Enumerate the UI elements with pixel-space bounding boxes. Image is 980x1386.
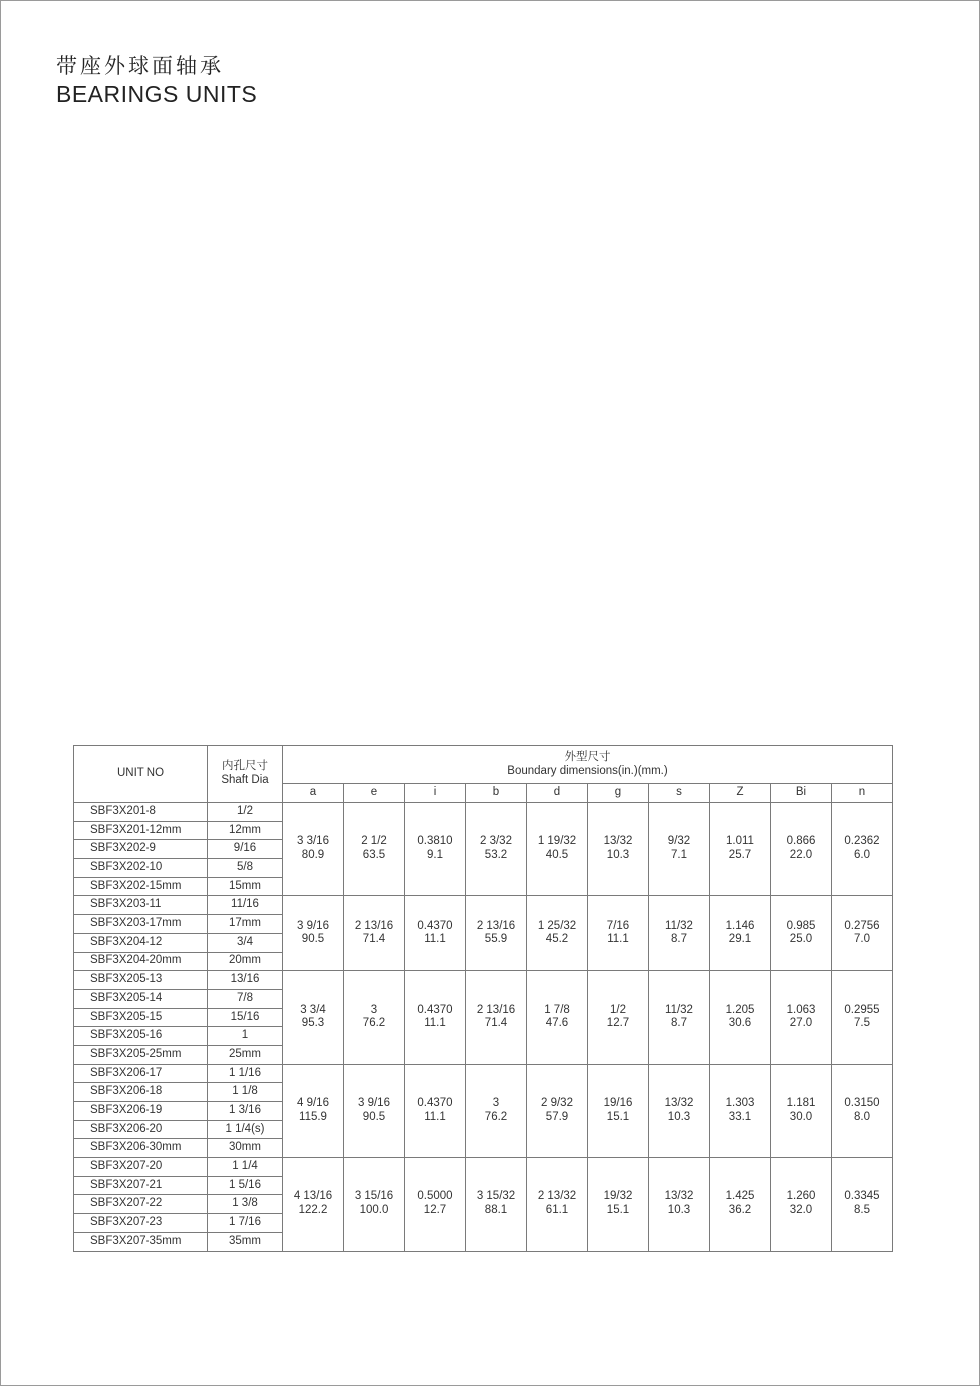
unit-model-cell: SBF3X201-8 [74,803,208,822]
dimension-inch-value: 1.260 [786,1190,816,1203]
dimension-inch-value: 9/32 [667,835,691,848]
dimension-cell-g [588,971,649,1064]
dimension-cell-e [344,803,405,896]
shaft-dia-cell: 9/16 [208,840,283,859]
unit-model-cell: SBF3X207-21 [74,1176,208,1195]
dimension-mm-value: 12.7 [423,1204,447,1217]
dimension-mm-value: 76.2 [362,1017,386,1030]
unit-model-cell: SBF3X205-15 [74,1008,208,1027]
page-title-chinese: 带座外球面轴承 [56,55,224,78]
dimension-inch-value: 2 9/32 [541,1097,573,1110]
header-dim-e: e [344,784,405,803]
dimension-cell-s [649,971,710,1064]
dimension-inch-value: 0.4370 [417,919,453,932]
dimension-mm-value: 88.1 [484,1204,508,1217]
dimension-inch-value: 3 15/16 [354,1190,394,1203]
shaft-dia-cell: 12mm [208,821,283,840]
dimension-inch-value: 2 3/32 [480,835,512,848]
dimension-cell-b [466,1158,527,1251]
header-dim-i: i [405,784,466,803]
dimension-inch-value: 0.5000 [417,1190,453,1203]
shaft-dia-cell: 1 7/16 [208,1214,283,1233]
dimension-inch-value: 1.063 [786,1003,816,1016]
table-row [74,971,893,990]
dimension-mm-value: 7.0 [854,933,870,946]
dimension-cell-n [832,803,893,896]
unit-model-cell: SBF3X202-15mm [74,877,208,896]
shaft-dia-cell: 17mm [208,915,283,934]
shaft-dia-cell: 1/2 [208,803,283,822]
shaft-dia-cell: 7/8 [208,989,283,1008]
dimension-cell-b [466,803,527,896]
unit-model-cell: SBF3X203-11 [74,896,208,915]
dimension-cell-d [527,1158,588,1251]
dimension-inch-value: 1.181 [786,1097,816,1110]
dimension-cell-a [283,896,344,971]
dimension-mm-value: 8.7 [671,1017,687,1030]
dimension-inch-value: 1.146 [725,919,755,932]
dimension-cell-bi [771,971,832,1064]
dimension-inch-value: 3 [370,1003,378,1016]
shaft-dia-cell: 1 3/8 [208,1195,283,1214]
unit-model-cell: SBF3X207-20 [74,1158,208,1177]
dimension-cell-n [832,971,893,1064]
unit-model-cell: SBF3X201-12mm [74,821,208,840]
unit-model-cell: SBF3X204-20mm [74,952,208,971]
dimension-cell-e [344,971,405,1064]
dimension-cell-e [344,1064,405,1157]
dimension-inch-value: 0.985 [786,919,816,932]
shaft-dia-cell: 25mm [208,1045,283,1064]
unit-model-cell: SBF3X206-18 [74,1083,208,1102]
dimension-mm-value: 15.1 [606,1204,630,1217]
dimension-inch-value: 1 25/32 [537,919,577,932]
dimension-cell-d [527,896,588,971]
dimension-cell-bi [771,896,832,971]
dimension-mm-value: 63.5 [362,849,386,862]
dimension-mm-value: 76.2 [484,1110,508,1123]
dimension-inch-value: 2 13/16 [476,1003,516,1016]
dimension-mm-value: 36.2 [728,1204,752,1217]
dimension-cell-g [588,1158,649,1251]
shaft-dia-cell: 1 1/4 [208,1158,283,1177]
dimension-cell-g [588,896,649,971]
dimension-mm-value: 27.0 [789,1017,813,1030]
dimension-mm-value: 95.3 [301,1017,325,1030]
dimension-cell-s [649,896,710,971]
shaft-dia-cell: 15/16 [208,1008,283,1027]
header-dim-a: a [283,784,344,803]
dimension-mm-value: 7.1 [671,849,687,862]
dimension-inch-value: 0.2756 [844,919,880,932]
shaft-dia-cell: 1 1/8 [208,1083,283,1102]
dimension-cell-n [832,896,893,971]
unit-model-cell: SBF3X204-12 [74,933,208,952]
dimension-mm-value: 10.3 [667,1110,691,1123]
dimension-inch-value: 4 13/16 [293,1190,333,1203]
dimension-cell-bi [771,803,832,896]
dimension-cell-b [466,896,527,971]
header-boundary-dimensions [283,746,893,784]
dimension-inch-value: 1.011 [726,835,754,848]
dimension-inch-value: 0.2362 [844,835,880,848]
shaft-dia-cell: 13/16 [208,971,283,990]
dimension-mm-value: 30.0 [789,1110,813,1123]
dimension-cell-d [527,803,588,896]
header-dim-n: n [832,784,893,803]
dimension-inch-value: 19/32 [603,1190,633,1203]
dimension-mm-value: 10.3 [667,1204,691,1217]
dimension-mm-value: 8.5 [854,1204,870,1217]
dimension-cell-a [283,1064,344,1157]
dimension-cell-s [649,1064,710,1157]
dimension-cell-b [466,971,527,1064]
dimension-mm-value: 71.4 [362,933,386,946]
dimension-inch-value: 1.425 [725,1190,755,1203]
bearing-spec-table [73,745,893,1252]
header-dim-g: g [588,784,649,803]
dimension-mm-value: 12.7 [606,1017,630,1030]
dimension-mm-value: 71.4 [484,1017,508,1030]
dimension-inch-value: 13/32 [664,1190,694,1203]
dimension-inch-value: 3 3/16 [297,835,329,848]
unit-model-cell: SBF3X205-14 [74,989,208,1008]
unit-model-cell: SBF3X203-17mm [74,915,208,934]
dimension-mm-value: 7.5 [854,1017,870,1030]
table-row [74,896,893,915]
shaft-dia-cell: 3/4 [208,933,283,952]
unit-model-cell: SBF3X202-9 [74,840,208,859]
dimension-inch-value: 4 9/16 [297,1097,329,1110]
dimension-cell-i [405,1158,466,1251]
shaft-dia-cell: 1 1/4(s) [208,1120,283,1139]
dimension-inch-value: 0.4370 [417,1003,453,1016]
dimension-inch-value: 3 15/32 [476,1190,516,1203]
dimension-inch-value: 0.3150 [844,1097,880,1110]
header-shaft-en: Shaft Dia [221,774,269,786]
header-shaft-dia [208,746,283,803]
shaft-dia-cell: 5/8 [208,859,283,878]
header-dim-d: d [527,784,588,803]
dimension-mm-value: 11.1 [607,933,629,946]
dimension-mm-value: 115.9 [299,1110,327,1123]
dimension-inch-value: 3 9/16 [297,919,329,932]
dimension-mm-value: 40.5 [545,849,569,862]
dimension-inch-value: 3 [492,1097,500,1110]
dimension-cell-e [344,1158,405,1251]
dimension-mm-value: 122.2 [298,1204,328,1217]
dimension-mm-value: 53.2 [484,849,508,862]
dimension-cell-i [405,896,466,971]
unit-model-cell: SBF3X205-16 [74,1027,208,1046]
unit-model-cell: SBF3X206-30mm [74,1139,208,1158]
table-row [74,1158,893,1177]
dimension-cell-d [527,1064,588,1157]
dimension-cell-z [710,971,771,1064]
dimension-inch-value: 7/16 [606,919,630,932]
dimension-cell-a [283,803,344,896]
dimension-mm-value: 11.1 [424,1110,446,1123]
dimension-mm-value: 22.0 [789,849,813,862]
dimension-mm-value: 29.1 [728,933,752,946]
dimension-cell-s [649,803,710,896]
dimension-mm-value: 32.0 [789,1204,813,1217]
dimension-cell-z [710,1158,771,1251]
dimension-mm-value: 9.1 [427,849,443,862]
dimension-cell-z [710,803,771,896]
dimension-inch-value: 11/32 [665,1003,693,1016]
dimension-inch-value: 3 3/4 [300,1003,326,1016]
page-title-english: BEARINGS UNITS [56,81,258,107]
dimension-mm-value: 47.6 [545,1017,569,1030]
dimension-inch-value: 13/32 [603,835,633,848]
unit-model-cell: SBF3X205-13 [74,971,208,990]
dimension-mm-value: 90.5 [362,1110,386,1123]
unit-model-cell: SBF3X207-22 [74,1195,208,1214]
dimension-inch-value: 1 7/8 [544,1003,570,1016]
dimension-cell-a [283,1158,344,1251]
unit-model-cell: SBF3X206-19 [74,1102,208,1121]
dimension-inch-value: 3 9/16 [358,1097,390,1110]
dimension-inch-value: 0.2955 [844,1003,880,1016]
dimension-cell-i [405,803,466,896]
dimension-mm-value: 8.7 [671,933,687,946]
dimension-mm-value: 6.0 [854,849,870,862]
header-boundary-cn: 外型尺寸 [564,750,611,763]
dimension-inch-value: 2 1/2 [361,835,387,848]
table-row [74,1064,893,1083]
dimension-inch-value: 2 13/16 [354,919,394,932]
dimension-cell-n [832,1158,893,1251]
dimension-inch-value: 13/32 [664,1097,694,1110]
unit-model-cell: SBF3X205-25mm [74,1045,208,1064]
dimension-mm-value: 80.9 [301,849,325,862]
header-dim-s: s [649,784,710,803]
header-unit-no: UNIT NO [74,746,208,803]
header-dim-z: Z [710,784,771,803]
header-shaft-cn: 内孔尺寸 [222,760,268,773]
dimension-cell-b [466,1064,527,1157]
dimension-inch-value: 2 13/16 [476,919,516,932]
dimension-mm-value: 11.1 [424,1017,446,1030]
dimension-mm-value: 57.9 [545,1110,569,1123]
dimension-cell-g [588,1064,649,1157]
dimension-inch-value: 2 13/32 [537,1190,577,1203]
dimension-inch-value: 0.4370 [417,1097,453,1110]
dimension-cell-a [283,971,344,1064]
header-dim-b: b [466,784,527,803]
dimension-cell-bi [771,1064,832,1157]
dimension-mm-value: 10.3 [606,849,630,862]
dimension-inch-value: 0.3810 [417,835,453,848]
dimension-mm-value: 8.0 [854,1110,870,1123]
dimension-mm-value: 61.1 [545,1204,569,1217]
dimension-mm-value: 30.6 [728,1017,752,1030]
shaft-dia-cell: 30mm [208,1139,283,1158]
shaft-dia-cell: 1 1/16 [208,1064,283,1083]
dimension-inch-value: 11/32 [665,919,693,932]
dimension-inch-value: 1.205 [725,1003,755,1016]
shaft-dia-cell: 1 [208,1027,283,1046]
dimension-inch-value: 1.303 [725,1097,755,1110]
header-dim-bi: Bi [771,784,832,803]
shaft-dia-cell: 1 5/16 [208,1176,283,1195]
dimension-mm-value: 45.2 [545,933,569,946]
unit-model-cell: SBF3X207-23 [74,1214,208,1233]
dimension-cell-i [405,971,466,1064]
dimension-mm-value: 11.1 [424,933,446,946]
table-row [74,803,893,822]
unit-model-cell: SBF3X206-17 [74,1064,208,1083]
dimension-mm-value: 100.0 [359,1204,389,1217]
dimension-inch-value: 0.866 [786,835,816,848]
dimension-cell-bi [771,1158,832,1251]
dimension-mm-value: 55.9 [484,933,508,946]
dimension-mm-value: 33.1 [728,1110,752,1123]
dimension-inch-value: 1/2 [610,1003,626,1016]
shaft-dia-cell: 20mm [208,952,283,971]
dimension-cell-s [649,1158,710,1251]
dimension-cell-e [344,896,405,971]
dimension-cell-z [710,1064,771,1157]
shaft-dia-cell: 11/16 [208,896,283,915]
shaft-dia-cell: 1 3/16 [208,1102,283,1121]
dimension-mm-value: 15.1 [606,1110,630,1123]
dimension-cell-g [588,803,649,896]
dimension-cell-d [527,971,588,1064]
shaft-dia-cell: 35mm [208,1232,283,1251]
header-boundary-en: Boundary dimensions(in.)(mm.) [507,764,668,777]
dimension-mm-value: 25.7 [728,849,752,862]
dimension-cell-n [832,1064,893,1157]
unit-model-cell: SBF3X202-10 [74,859,208,878]
dimension-inch-value: 0.3345 [844,1190,880,1203]
shaft-dia-cell: 15mm [208,877,283,896]
dimension-cell-i [405,1064,466,1157]
dimension-inch-value: 19/16 [603,1097,633,1110]
dimension-inch-value: 1 19/32 [537,835,577,848]
dimension-mm-value: 25.0 [789,933,813,946]
dimension-cell-z [710,896,771,971]
unit-model-cell: SBF3X206-20 [74,1120,208,1139]
unit-model-cell: SBF3X207-35mm [74,1232,208,1251]
dimension-mm-value: 90.5 [301,933,325,946]
